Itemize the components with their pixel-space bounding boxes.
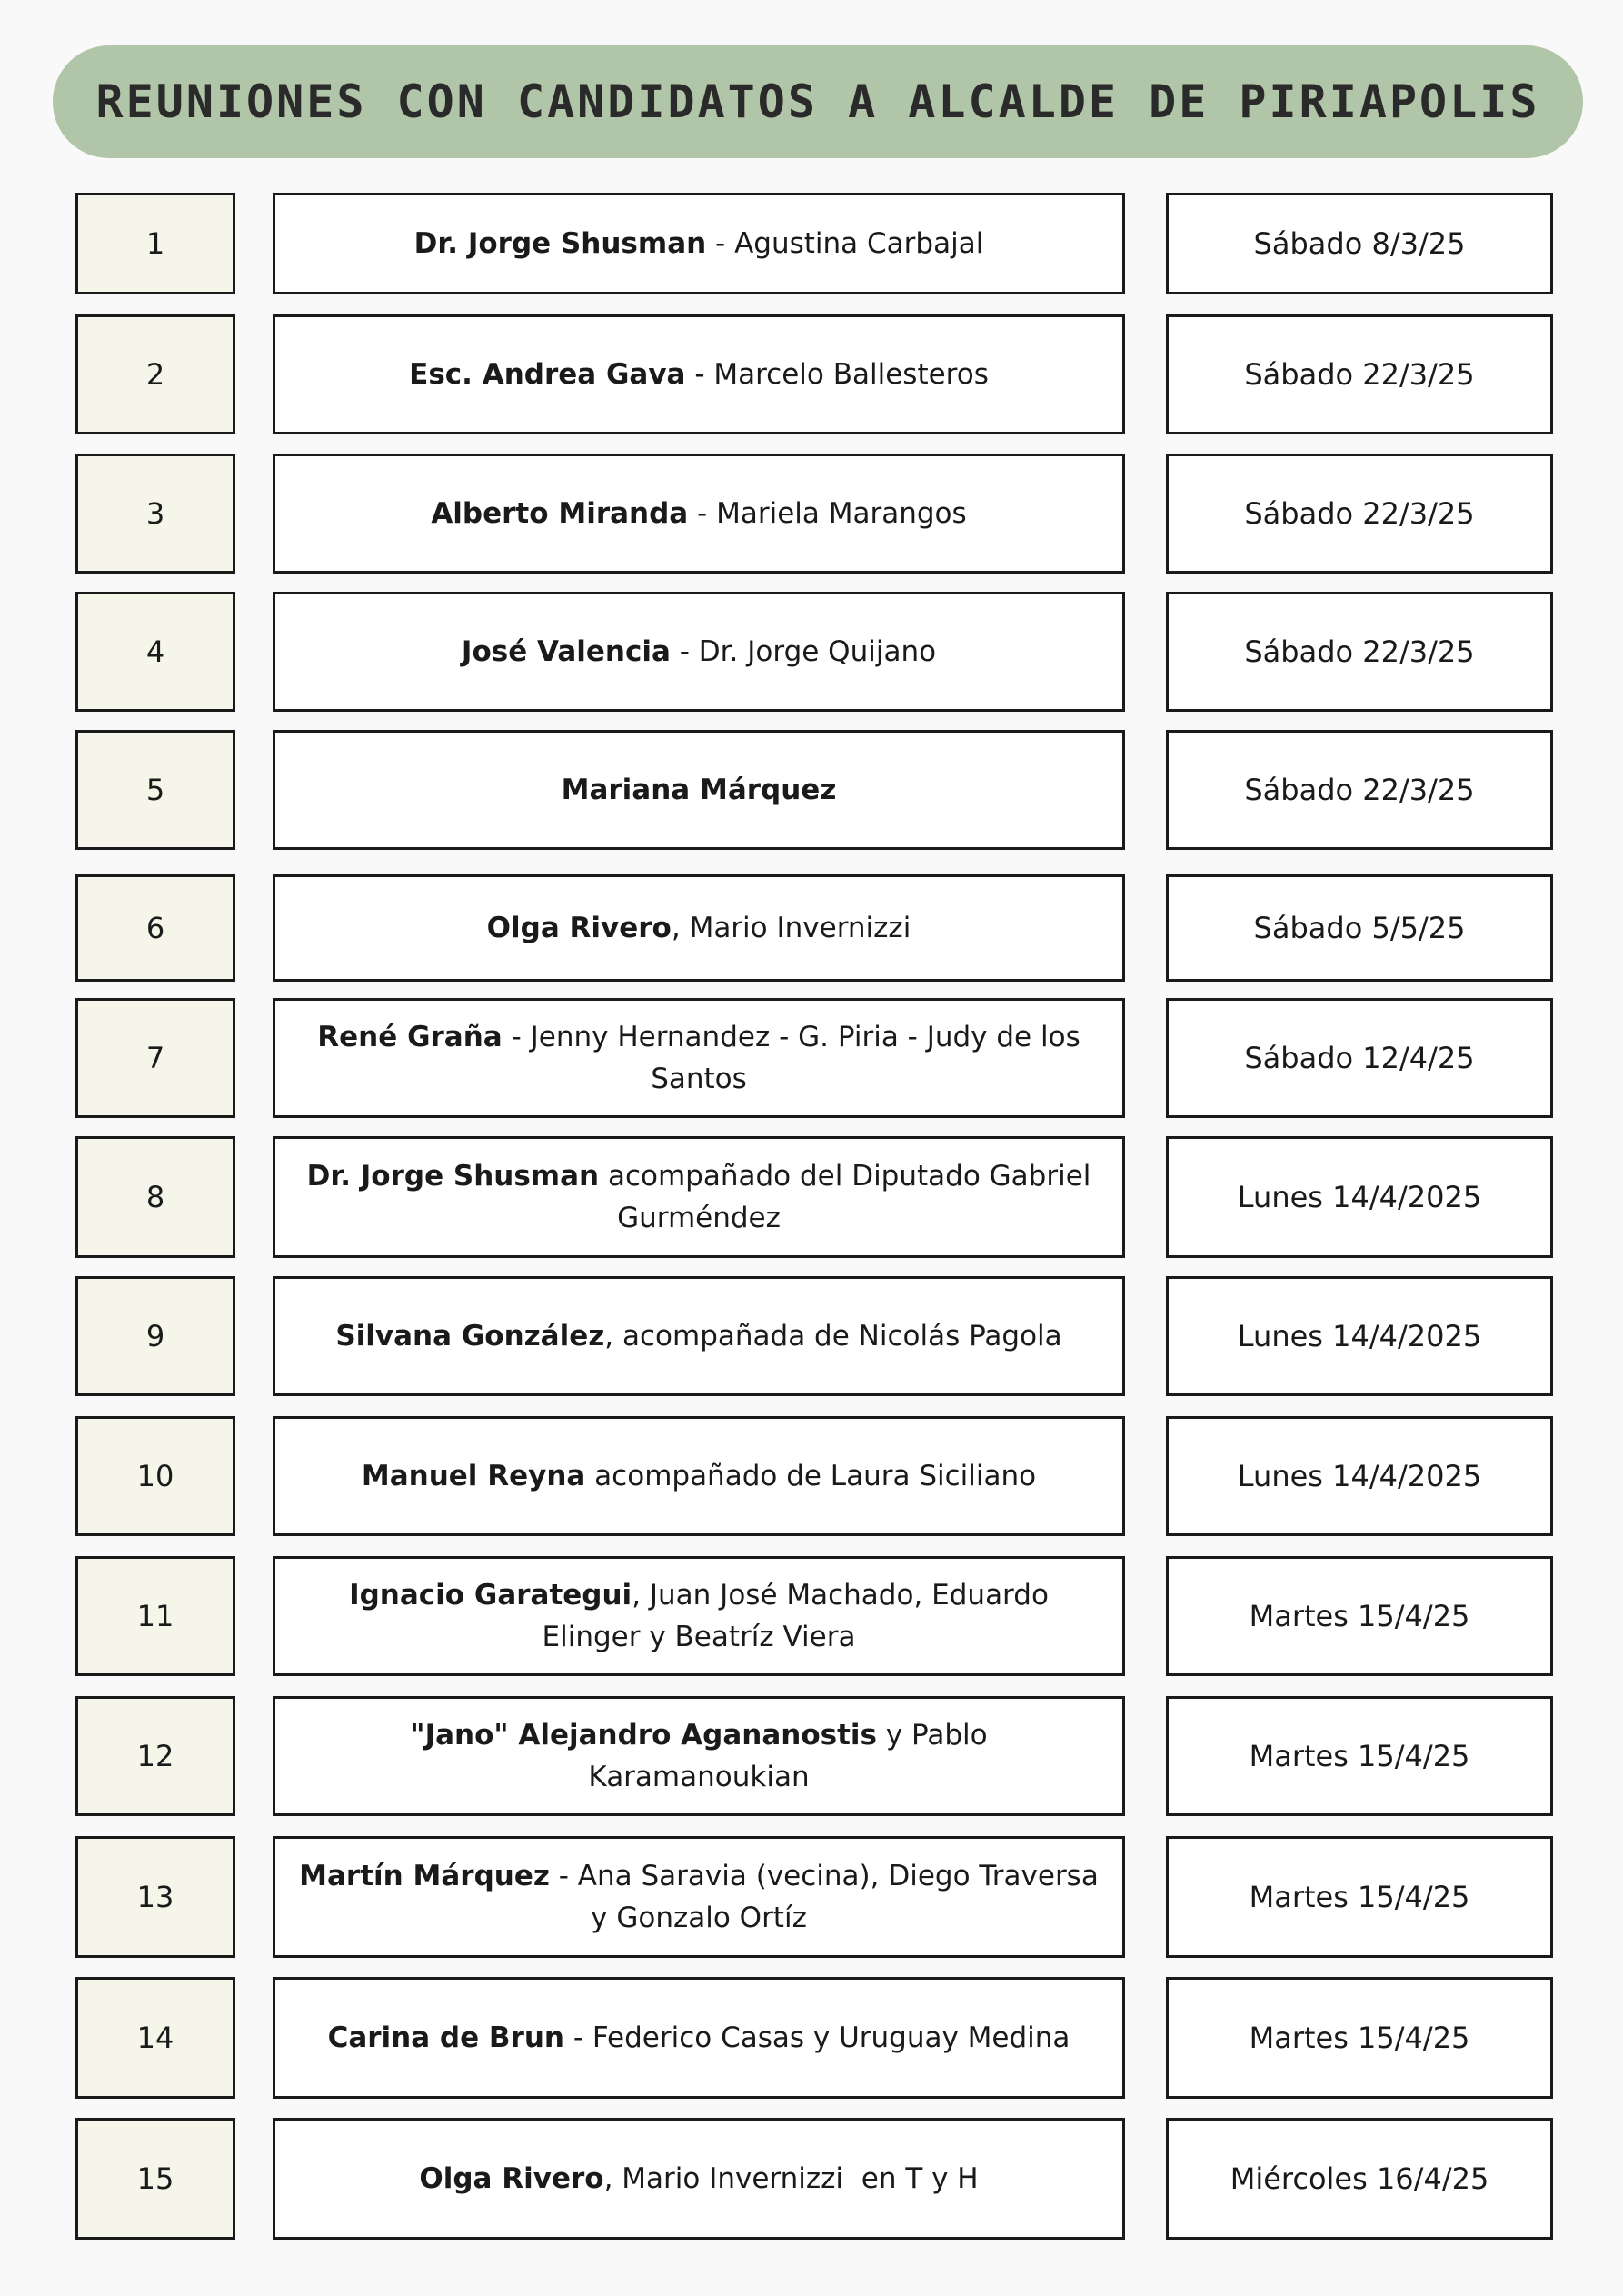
participants-cell	[273, 1276, 1125, 1396]
candidate-name: Olga Rivero	[419, 2161, 604, 2195]
participants-cell	[273, 1416, 1125, 1536]
table-row	[0, 998, 1623, 1118]
candidate-name: Dr. Jorge Shusman	[413, 226, 707, 260]
candidate-name: Martín Márquez	[299, 1859, 550, 1892]
meeting-date: Lunes 14/4/2025	[1166, 1416, 1553, 1536]
participants-cell	[273, 314, 1125, 434]
companions-text: - Jenny Hernandez - G. Piria - Judy de los Santos	[502, 1020, 1080, 1095]
row-number: 1	[75, 193, 235, 294]
table-row	[0, 730, 1623, 850]
participants-cell	[273, 1977, 1125, 2099]
candidate-name: José Valencia	[461, 634, 671, 668]
row-number: 2	[75, 314, 235, 434]
participants-cell	[273, 874, 1125, 982]
row-number: 15	[75, 2118, 235, 2240]
companions-text: acompañado de Laura Siciliano	[585, 1459, 1037, 1492]
companions-text: - Federico Casas y Uruguay Medina	[564, 2021, 1070, 2054]
candidate-name: Manuel Reyna	[361, 1459, 586, 1492]
row-number: 9	[75, 1276, 235, 1396]
candidate-name: Silvana González	[335, 1319, 605, 1353]
row-number: 10	[75, 1416, 235, 1536]
companions-text: - Marcelo Ballesteros	[685, 357, 989, 391]
row-number: 6	[75, 874, 235, 982]
companions-text: - Dr. Jorge Quijano	[670, 634, 937, 668]
row-number: 11	[75, 1556, 235, 1676]
meeting-date: Martes 15/4/25	[1166, 1696, 1553, 1816]
row-number: 4	[75, 592, 235, 712]
table-row	[0, 1416, 1623, 1536]
participants-cell	[273, 1696, 1125, 1816]
candidate-name: Esc. Andrea Gava	[409, 357, 686, 391]
table-row	[0, 1977, 1623, 2099]
companions-text: , Mario Invernizzi	[671, 911, 911, 944]
candidate-name: Mariana Márquez	[561, 773, 837, 806]
candidate-name: Dr. Jorge Shusman	[306, 1159, 600, 1193]
table-row	[0, 874, 1623, 982]
meeting-date: Martes 15/4/25	[1166, 1836, 1553, 1958]
table-row	[0, 1696, 1623, 1816]
companions-text: , acompañada de Nicolás Pagola	[604, 1319, 1062, 1353]
table-row	[0, 592, 1623, 712]
companions-text: - Agustina Carbajal	[706, 226, 984, 260]
candidate-name: René Graña	[317, 1020, 503, 1053]
table-row	[0, 1556, 1623, 1676]
row-number: 14	[75, 1977, 235, 2099]
companions-text: acompañado del Diputado Gabriel Gurméndez	[599, 1159, 1091, 1234]
meeting-date: Sábado 22/3/25	[1166, 592, 1553, 712]
row-number: 5	[75, 730, 235, 850]
participants-cell	[273, 454, 1125, 574]
table-row	[0, 454, 1623, 574]
meeting-date: Lunes 14/4/2025	[1166, 1136, 1553, 1258]
candidate-name: "Jano" Alejandro Agananostis	[410, 1718, 877, 1752]
row-number: 7	[75, 998, 235, 1118]
candidate-name: Carina de Brun	[327, 2021, 564, 2054]
companions-text: - Mariela Marangos	[688, 496, 967, 530]
companions-text: y Pablo Karamanoukian	[588, 1718, 988, 1793]
participants-cell	[273, 193, 1125, 294]
meeting-date: Sábado 22/3/25	[1166, 454, 1553, 574]
participants-cell	[273, 1836, 1125, 1958]
participants-cell	[273, 730, 1125, 850]
participants-cell	[273, 1136, 1125, 1258]
meeting-date: Martes 15/4/25	[1166, 1556, 1553, 1676]
meeting-date: Sábado 22/3/25	[1166, 730, 1553, 850]
table-row	[0, 193, 1623, 294]
row-number: 12	[75, 1696, 235, 1816]
participants-cell	[273, 1556, 1125, 1676]
companions-text: , Mario Invernizzi en T y H	[603, 2161, 979, 2195]
meeting-date: Martes 15/4/25	[1166, 1977, 1553, 2099]
participants-cell	[273, 2118, 1125, 2240]
meeting-date: Sábado 22/3/25	[1166, 314, 1553, 434]
participants-cell	[273, 592, 1125, 712]
companions-text: , Juan José Machado, Eduardo Elinger y Beatríz Viera	[542, 1578, 1049, 1653]
table-row	[0, 1276, 1623, 1396]
title-banner	[53, 45, 1583, 158]
table-row	[0, 1136, 1623, 1258]
participants-cell	[273, 998, 1125, 1118]
row-number: 13	[75, 1836, 235, 1958]
table-row	[0, 1836, 1623, 1958]
candidate-name: Alberto Miranda	[431, 496, 689, 530]
candidate-name: Olga Rivero	[486, 911, 672, 944]
table-row	[0, 2118, 1623, 2240]
row-number: 8	[75, 1136, 235, 1258]
companions-text: - Ana Saravia (vecina), Diego Traversa y Gonzalo Ortíz	[549, 1859, 1099, 1934]
meeting-date: Lunes 14/4/2025	[1166, 1276, 1553, 1396]
meeting-date: Sábado 5/5/25	[1166, 874, 1553, 982]
meeting-date: Sábado 12/4/25	[1166, 998, 1553, 1118]
meeting-date: Miércoles 16/4/25	[1166, 2118, 1553, 2240]
table-row	[0, 314, 1623, 434]
row-number: 3	[75, 454, 235, 574]
candidate-name: Ignacio Garategui	[349, 1578, 632, 1612]
page-title: REUNIONES CON CANDIDATOS A ALCALDE DE PIRIAPOLIS	[95, 75, 1540, 128]
meeting-date: Sábado 8/3/25	[1166, 193, 1553, 294]
